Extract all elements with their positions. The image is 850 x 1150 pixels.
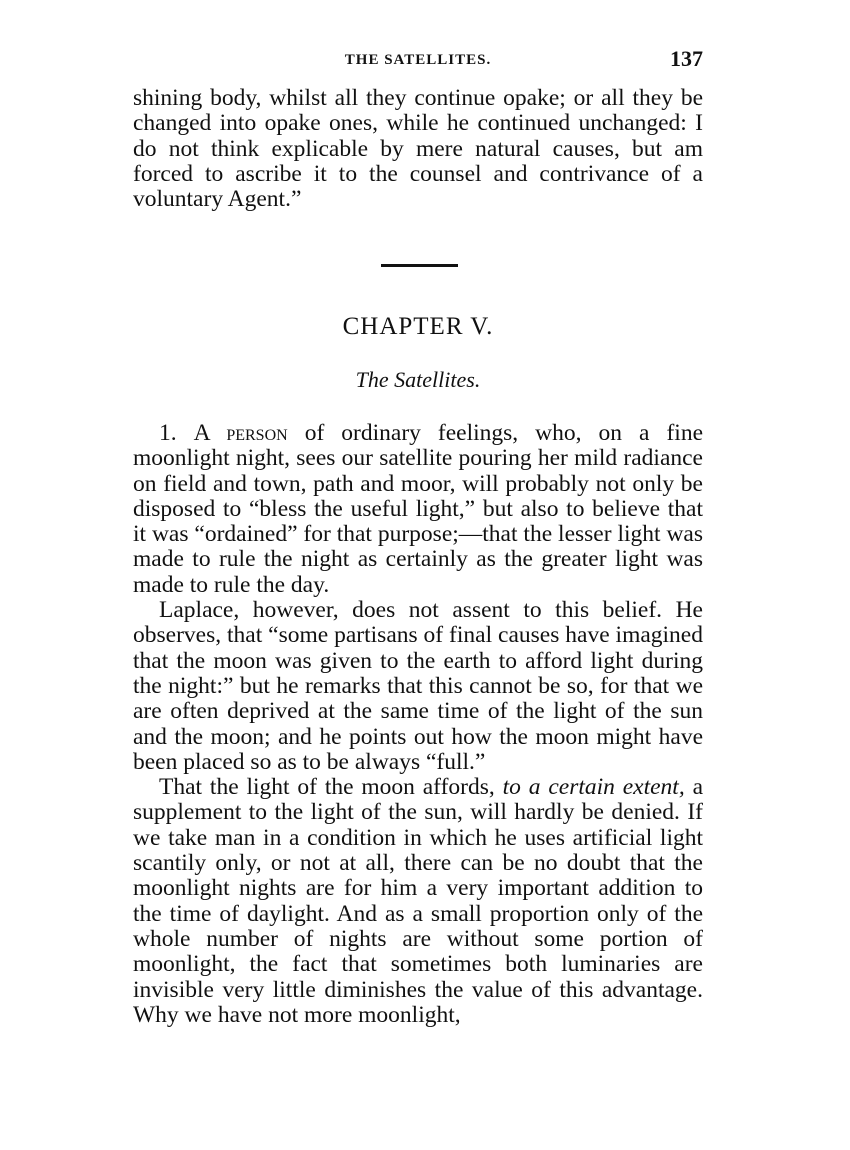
section-rule <box>381 264 458 267</box>
running-header <box>133 46 703 76</box>
paragraph-number: 1. <box>159 420 177 446</box>
paragraph-1-text: of ordinary feelings, who, on a fine moonlight night, sees our satellite pouring her mild radiance on field and town, path and moor, will probably not only be disposed to “bless the useful light,” but also to believe that it was “ordained” for that purpose;—that the lesser light was made to rule the night as certainly as the greater light was made to rule the day. <box>133 420 704 598</box>
lead-words: A person <box>193 420 288 446</box>
continuation-block <box>133 86 703 212</box>
chapter-body <box>133 421 703 1028</box>
running-title: THE SATELLITES. <box>344 52 492 68</box>
paragraph-1 <box>133 421 703 598</box>
paragraph-3-text-a: That the light of the moon affords, <box>159 774 503 801</box>
paragraph-3-text-b: a supplement to the light of the sun, will hardly be denied. If we take man in a condition in which he uses artificial light scantily only, or not at all, there can be no doubt that the moonlight nights are for him a very important addition to the time of daylight. And as a small proportion only of the whole number of nights are without some portion of moonlight, the fact that sometimes both luminaries are invisible very little diminishes the value of this advantage. Why we have not more moonlight, <box>133 774 703 1028</box>
chapter-heading: CHAPTER V. <box>342 313 494 340</box>
paragraph-3-italic: to a certain extent, <box>502 774 685 801</box>
chapter-subtitle: The Satellites. <box>355 367 481 392</box>
paragraph-3 <box>133 775 703 1028</box>
page-number: 137 <box>670 46 703 71</box>
paragraph-2: Laplace, however, does not assent to this belief. He observes, that “some partisans of final causes have imagined that the moon was given to the earth to afford light during the night:” but he remarks that this cannot be so, for that we are often deprived at the same time of the light of the sun and the moon; and he points out how the moon might have been placed so as to be always “full.” <box>133 597 703 775</box>
continuation-paragraph: shining body, whilst all they continue opake; or all they be changed into opake ones, while he continued unchanged: I do not think explicable by mere natural causes, but am forced to ascribe it to the counsel and contrivance of a voluntary Agent.” <box>133 85 703 213</box>
